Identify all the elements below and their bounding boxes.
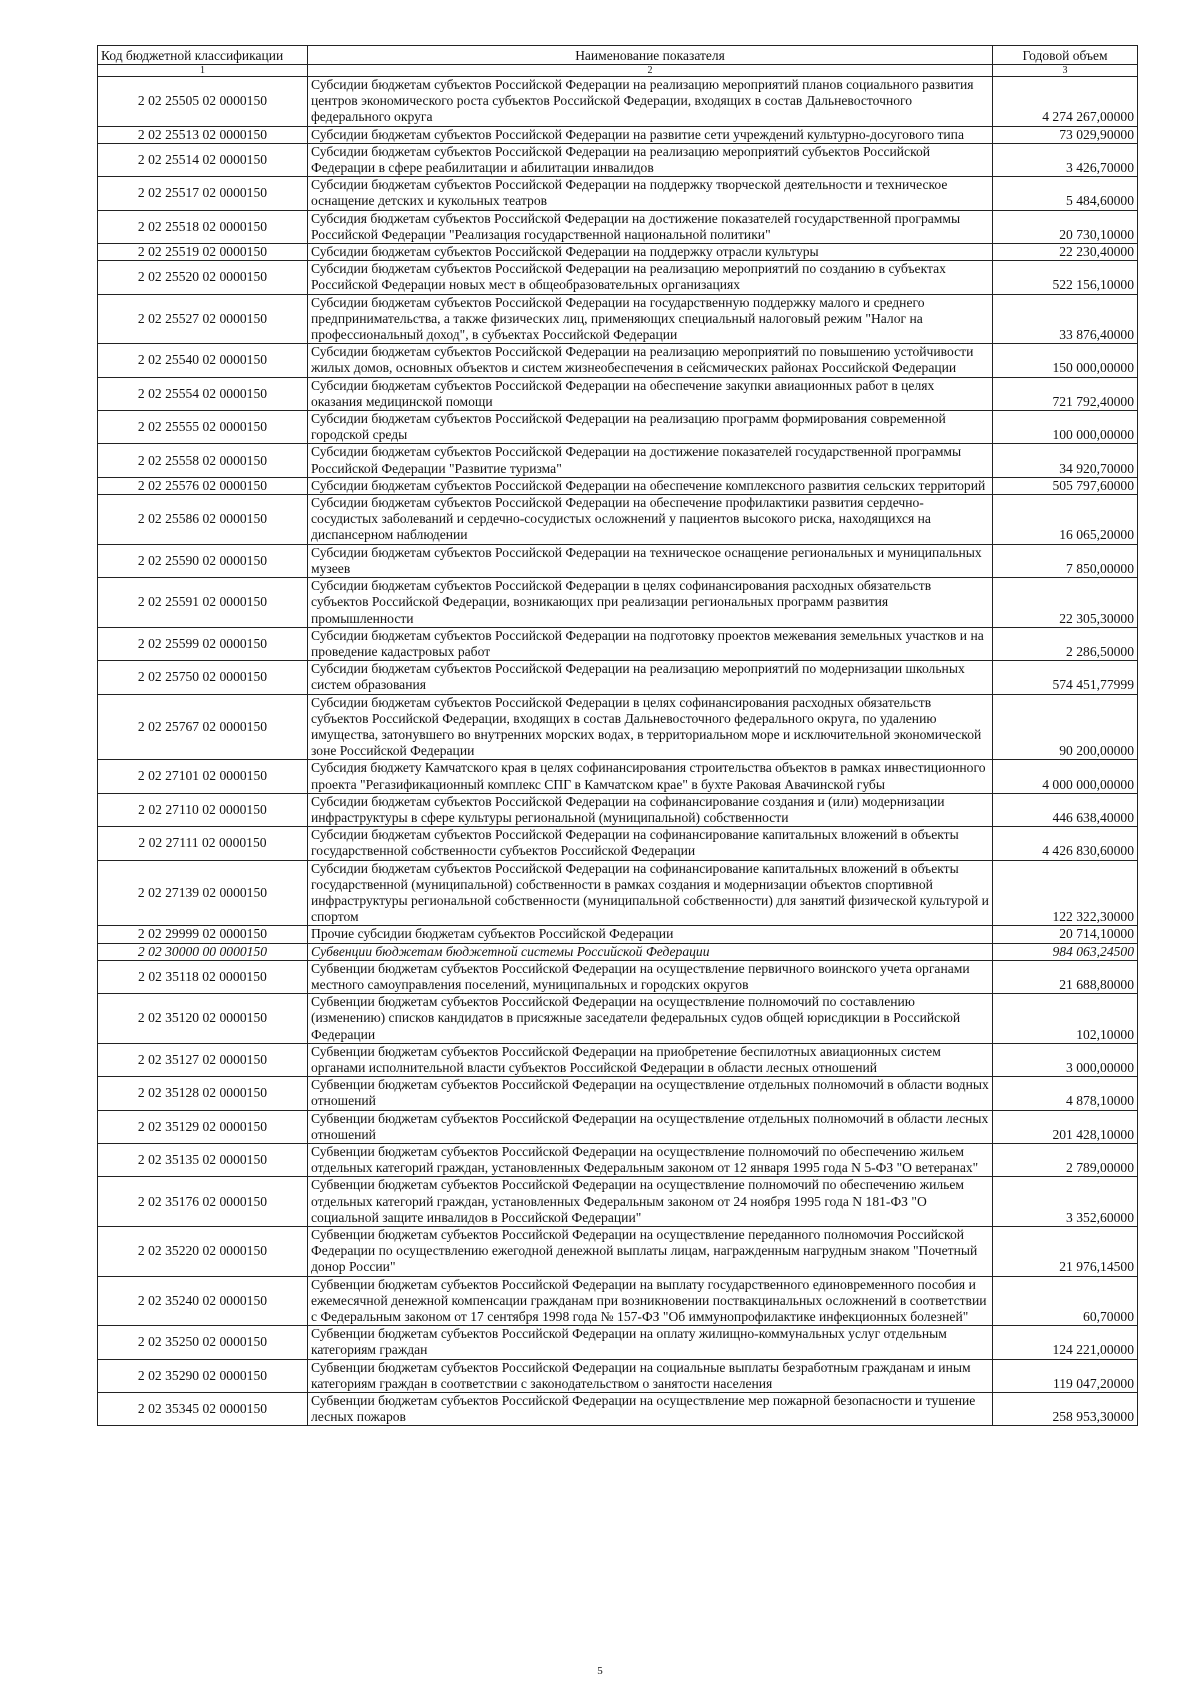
row-value: 122 322,30000 xyxy=(993,860,1138,926)
row-value: 984 063,24500 xyxy=(993,943,1138,960)
row-code: 2 02 25555 02 0000150 xyxy=(98,411,308,444)
row-value: 4 426 830,60000 xyxy=(993,827,1138,860)
row-name: Субсидии бюджетам субъектов Российской Федерации на реализацию мероприятий по модернизации школьных систем образования xyxy=(308,661,993,694)
row-code: 2 02 27110 02 0000150 xyxy=(98,793,308,826)
table-row xyxy=(98,294,1138,344)
row-code: 2 02 35127 02 0000150 xyxy=(98,1043,308,1076)
row-code: 2 02 35120 02 0000150 xyxy=(98,994,308,1044)
row-value: 3 426,70000 xyxy=(993,143,1138,176)
row-name: Субсидии бюджетам субъектов Российской Федерации на достижение показателей государственной программы Российской Федерации "Развитие туризма" xyxy=(308,444,993,477)
row-value: 3 000,00000 xyxy=(993,1043,1138,1076)
row-name: Субвенции бюджетам субъектов Российской Федерации на социальные выплаты безработным гражданам и иным категориям граждан в соответствии с законодательством о занятости населения xyxy=(308,1359,993,1392)
row-value: 2 789,00000 xyxy=(993,1144,1138,1177)
row-code: 2 02 35176 02 0000150 xyxy=(98,1177,308,1227)
table-row xyxy=(98,126,1138,143)
row-value: 3 352,60000 xyxy=(993,1177,1138,1227)
table-row xyxy=(98,661,1138,694)
row-name: Субвенции бюджетам бюджетной системы Российской Федерации xyxy=(308,943,993,960)
header-value: Годовой объем xyxy=(993,46,1138,65)
row-name: Субсидии бюджетам субъектов Российской Федерации на реализацию мероприятий планов социального развития центров экономического роста субъектов Российской Федерации, входящих в состав Дальневосточного федерального округа xyxy=(308,77,993,127)
row-name: Субсидии бюджетам субъектов Российской Федерации на поддержку отрасли культуры xyxy=(308,244,993,261)
row-name: Субсидии бюджетам субъектов Российской Федерации на обеспечение закупки авиационных работ в целях оказания медицинской помощи xyxy=(308,377,993,410)
row-name: Субсидии бюджетам субъектов Российской Федерации на софинансирование создания и (или) модернизации инфраструктуры в сфере культуры региональной (муниципальной) собственности xyxy=(308,793,993,826)
row-code: 2 02 27111 02 0000150 xyxy=(98,827,308,860)
row-value: 34 920,70000 xyxy=(993,444,1138,477)
table-row xyxy=(98,377,1138,410)
table-row xyxy=(98,926,1138,943)
row-name: Субсидии бюджетам субъектов Российской Федерации на техническое оснащение региональных и муниципальных музеев xyxy=(308,544,993,577)
table-row xyxy=(98,477,1138,494)
row-name: Субсидия бюджету Камчатского края в целях софинансирования строительства объектов в рамках инвестиционного проекта "Регазификационный комплекс СПГ в Камчатском крае" в бухте Раковая Авачинской губы xyxy=(308,760,993,793)
table-row xyxy=(98,1359,1138,1392)
row-value: 2 286,50000 xyxy=(993,627,1138,660)
table-row xyxy=(98,411,1138,444)
row-value: 20 730,10000 xyxy=(993,210,1138,243)
row-name: Субсидии бюджетам субъектов Российской Федерации на реализацию программ формирования современной городской среды xyxy=(308,411,993,444)
table-row xyxy=(98,244,1138,261)
row-name: Субсидии бюджетам субъектов Российской Федерации в целях софинансирования расходных обязательств субъектов Российской Федерации, входящих в состав Дальневосточного федерального округа, по удалению имущества, затонувшего во внутренних морских водах, в территориальном море и исключительной экономической зоне Российской Федерации xyxy=(308,694,993,760)
table-row xyxy=(98,943,1138,960)
row-name: Субсидии бюджетам субъектов Российской Федерации на подготовку проектов межевания земельных участков и на проведение кадастровых работ xyxy=(308,627,993,660)
header-num-code: 1 xyxy=(98,65,308,77)
row-value: 4 274 267,00000 xyxy=(993,77,1138,127)
row-name: Субсидии бюджетам субъектов Российской Федерации в целях софинансирования расходных обязательств субъектов Российской Федерации, возникающих при реализации региональных программ развития промышленности xyxy=(308,578,993,628)
row-value: 119 047,20000 xyxy=(993,1359,1138,1392)
header-num-name: 2 xyxy=(308,65,993,77)
table-row xyxy=(98,1110,1138,1143)
table-row xyxy=(98,627,1138,660)
row-code: 2 02 25586 02 0000150 xyxy=(98,495,308,545)
row-value: 73 029,90000 xyxy=(993,126,1138,143)
row-name: Субвенции бюджетам субъектов Российской Федерации на осуществление полномочий по составлению (изменению) списков кандидатов в присяжные заседатели федеральных судов общей юрисдикции в Российской Федерации xyxy=(308,994,993,1044)
row-value: 721 792,40000 xyxy=(993,377,1138,410)
row-value: 100 000,00000 xyxy=(993,411,1138,444)
row-value: 21 688,80000 xyxy=(993,960,1138,993)
row-value: 150 000,00000 xyxy=(993,344,1138,377)
row-value: 258 953,30000 xyxy=(993,1393,1138,1426)
table-row xyxy=(98,960,1138,993)
row-name: Субвенции бюджетам субъектов Российской Федерации на осуществление отдельных полномочий в области водных отношений xyxy=(308,1077,993,1110)
row-name: Субсидии бюджетам субъектов Российской Федерации на развитие сети учреждений культурно-досугового типа xyxy=(308,126,993,143)
table-row xyxy=(98,1276,1138,1326)
table-row xyxy=(98,994,1138,1044)
table-row xyxy=(98,1227,1138,1277)
header-row xyxy=(98,46,1138,65)
row-value: 574 451,77999 xyxy=(993,661,1138,694)
row-code: 2 02 35290 02 0000150 xyxy=(98,1359,308,1392)
table-row xyxy=(98,1177,1138,1227)
row-name: Субвенции бюджетам субъектов Российской Федерации на осуществление переданного полномочия Российской Федерации по осуществлению ежегодной денежной выплаты лицам, награжденным нагрудным знаком "Почетный донор России" xyxy=(308,1227,993,1277)
table-row xyxy=(98,578,1138,628)
row-code: 2 02 25505 02 0000150 xyxy=(98,77,308,127)
row-code: 2 02 25599 02 0000150 xyxy=(98,627,308,660)
table-row xyxy=(98,860,1138,926)
header-num-value: 3 xyxy=(993,65,1138,77)
row-name: Субсидии бюджетам субъектов Российской Федерации на обеспечение профилактики развития сердечно-сосудистых заболеваний и сердечно-сосудистых осложнений у пациентов высокого риска, находящихся на диспансерном наблюдении xyxy=(308,495,993,545)
row-code: 2 02 35129 02 0000150 xyxy=(98,1110,308,1143)
row-code: 2 02 25591 02 0000150 xyxy=(98,578,308,628)
row-value: 16 065,20000 xyxy=(993,495,1138,545)
row-value: 5 484,60000 xyxy=(993,177,1138,210)
page-number: 5 xyxy=(597,1665,603,1677)
row-code: 2 02 30000 00 0000150 xyxy=(98,943,308,960)
table-row xyxy=(98,143,1138,176)
row-name: Субсидии бюджетам субъектов Российской Федерации на обеспечение комплексного развития сельских территорий xyxy=(308,477,993,494)
table-row xyxy=(98,1077,1138,1110)
row-value: 505 797,60000 xyxy=(993,477,1138,494)
row-value: 102,10000 xyxy=(993,994,1138,1044)
row-code: 2 02 25514 02 0000150 xyxy=(98,143,308,176)
table-body xyxy=(98,77,1138,1426)
row-name: Субвенции бюджетам субъектов Российской Федерации на осуществление мер пожарной безопасности и тушение лесных пожаров xyxy=(308,1393,993,1426)
table-row xyxy=(98,827,1138,860)
header-number-row xyxy=(98,65,1138,77)
row-name: Прочие субсидии бюджетам субъектов Российской Федерации xyxy=(308,926,993,943)
row-name: Субвенции бюджетам субъектов Российской Федерации на осуществление отдельных полномочий в области лесных отношений xyxy=(308,1110,993,1143)
row-code: 2 02 25558 02 0000150 xyxy=(98,444,308,477)
table-row xyxy=(98,344,1138,377)
row-code: 2 02 25518 02 0000150 xyxy=(98,210,308,243)
table-row xyxy=(98,793,1138,826)
row-code: 2 02 25540 02 0000150 xyxy=(98,344,308,377)
row-value: 446 638,40000 xyxy=(993,793,1138,826)
table-row xyxy=(98,1043,1138,1076)
row-value: 21 976,14500 xyxy=(993,1227,1138,1277)
table-row xyxy=(98,495,1138,545)
row-value: 201 428,10000 xyxy=(993,1110,1138,1143)
table-row xyxy=(98,1144,1138,1177)
row-name: Субсидии бюджетам субъектов Российской Федерации на реализацию мероприятий субъектов Российской Федерации в сфере реабилитации и абилитации инвалидов xyxy=(308,143,993,176)
row-code: 2 02 35128 02 0000150 xyxy=(98,1077,308,1110)
row-code: 2 02 25554 02 0000150 xyxy=(98,377,308,410)
table-row xyxy=(98,261,1138,294)
row-name: Субсидии бюджетам субъектов Российской Федерации на поддержку творческой деятельности и техническое оснащение детских и кукольных театров xyxy=(308,177,993,210)
row-value: 4 000 000,00000 xyxy=(993,760,1138,793)
table-row xyxy=(98,77,1138,127)
row-code: 2 02 35220 02 0000150 xyxy=(98,1227,308,1277)
row-code: 2 02 25527 02 0000150 xyxy=(98,294,308,344)
row-name: Субсидии бюджетам субъектов Российской Федерации на софинансирование капитальных вложений в объекты государственной собственности субъектов Российской Федерации xyxy=(308,827,993,860)
row-name: Субсидии бюджетам субъектов Российской Федерации на государственную поддержку малого и среднего предпринимательства, а также физических лиц, применяющих специальный налоговый режим "Налог на профессиональный доход", в субъектах Российской Федерации xyxy=(308,294,993,344)
row-code: 2 02 25513 02 0000150 xyxy=(98,126,308,143)
row-code: 2 02 35345 02 0000150 xyxy=(98,1393,308,1426)
budget-table xyxy=(97,45,1138,1426)
table-row xyxy=(98,177,1138,210)
row-value: 22 305,30000 xyxy=(993,578,1138,628)
table-row xyxy=(98,1393,1138,1426)
row-value: 7 850,00000 xyxy=(993,544,1138,577)
row-name: Субвенции бюджетам субъектов Российской Федерации на осуществление полномочий по обеспечению жильем отдельных категорий граждан, установленных Федеральным законом от 24 ноября 1995 года N 181-ФЗ "О социальной защите инвалидов в Российской Федерации" xyxy=(308,1177,993,1227)
row-name: Субвенции бюджетам субъектов Российской Федерации на осуществление полномочий по обеспечению жильем отдельных категорий граждан, установленных Федеральным законом от 12 января 1995 года N 5-ФЗ "О ветеранах" xyxy=(308,1144,993,1177)
row-name: Субвенции бюджетам субъектов Российской Федерации на оплату жилищно-коммунальных услуг отдельным категориям граждан xyxy=(308,1326,993,1359)
row-value: 20 714,10000 xyxy=(993,926,1138,943)
row-value: 22 230,40000 xyxy=(993,244,1138,261)
table-row xyxy=(98,444,1138,477)
row-value: 124 221,00000 xyxy=(993,1326,1138,1359)
row-value: 4 878,10000 xyxy=(993,1077,1138,1110)
row-code: 2 02 25520 02 0000150 xyxy=(98,261,308,294)
row-value: 522 156,10000 xyxy=(993,261,1138,294)
row-code: 2 02 35118 02 0000150 xyxy=(98,960,308,993)
table-row xyxy=(98,210,1138,243)
row-value: 33 876,40000 xyxy=(993,294,1138,344)
row-code: 2 02 29999 02 0000150 xyxy=(98,926,308,943)
row-name: Субсидии бюджетам субъектов Российской Федерации на софинансирование капитальных вложений в объекты государственной (муниципальной) собственности в рамках создания и модернизации объектов спортивной инфраструктуры региональной собственности (муниципальной собственности) для занятий физической культурой и спортом xyxy=(308,860,993,926)
row-code: 2 02 25750 02 0000150 xyxy=(98,661,308,694)
row-code: 2 02 35250 02 0000150 xyxy=(98,1326,308,1359)
row-code: 2 02 25590 02 0000150 xyxy=(98,544,308,577)
row-code: 2 02 27139 02 0000150 xyxy=(98,860,308,926)
row-value: 60,70000 xyxy=(993,1276,1138,1326)
row-code: 2 02 25519 02 0000150 xyxy=(98,244,308,261)
row-code: 2 02 25576 02 0000150 xyxy=(98,477,308,494)
header-code: Код бюджетной классификации xyxy=(98,46,308,65)
row-name: Субвенции бюджетам субъектов Российской Федерации на осуществление первичного воинского учета органами местного самоуправления поселений, муниципальных и городских округов xyxy=(308,960,993,993)
row-name: Субсидия бюджетам субъектов Российской Федерации на достижение показателей государственной программы Российской Федерации "Реализация государственной национальной политики" xyxy=(308,210,993,243)
row-name: Субсидии бюджетам субъектов Российской Федерации на реализацию мероприятий по созданию в субъектах Российской Федерации новых мест в общеобразовательных организациях xyxy=(308,261,993,294)
row-code: 2 02 35240 02 0000150 xyxy=(98,1276,308,1326)
row-code: 2 02 27101 02 0000150 xyxy=(98,760,308,793)
table-row xyxy=(98,760,1138,793)
document-page xyxy=(97,45,1137,1426)
row-code: 2 02 25517 02 0000150 xyxy=(98,177,308,210)
table-row xyxy=(98,544,1138,577)
table-row xyxy=(98,694,1138,760)
table-row xyxy=(98,1326,1138,1359)
row-name: Субвенции бюджетам субъектов Российской Федерации на выплату государственного единовременного пособия и ежемесячной денежной компенсации гражданам при возникновении поствакцинальных осложнений в соответствии с Федеральным законом от 17 сентября 1998 года № 157-ФЗ "Об иммунопрофилактике инфекционных болезней" xyxy=(308,1276,993,1326)
row-code: 2 02 35135 02 0000150 xyxy=(98,1144,308,1177)
row-code: 2 02 25767 02 0000150 xyxy=(98,694,308,760)
header-name: Наименование показателя xyxy=(308,46,993,65)
row-name: Субсидии бюджетам субъектов Российской Федерации на реализацию мероприятий по повышению устойчивости жилых домов, основных объектов и систем жизнеобеспечения в сейсмических районах Российской Федерации xyxy=(308,344,993,377)
row-name: Субвенции бюджетам субъектов Российской Федерации на приобретение беспилотных авиационных систем органами исполнительной власти субъектов Российской Федерации в области лесных отношений xyxy=(308,1043,993,1076)
row-value: 90 200,00000 xyxy=(993,694,1138,760)
